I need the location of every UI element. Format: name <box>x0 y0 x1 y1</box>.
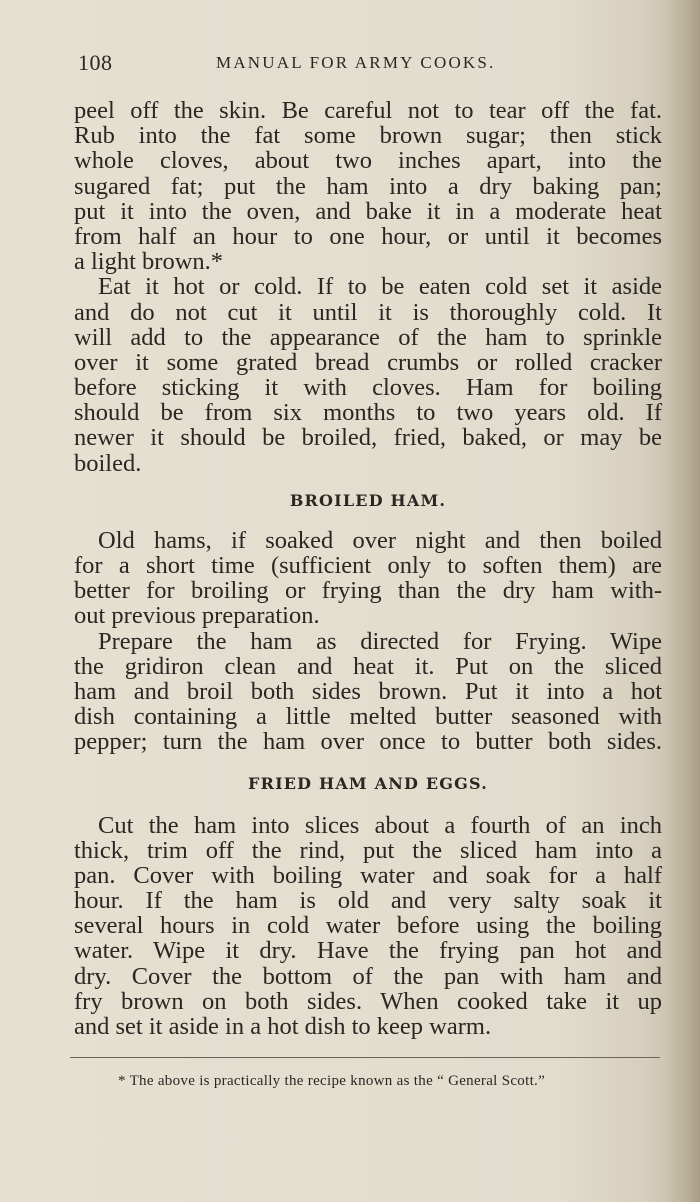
text-line: will add to the appearance of the ham to sprinkle <box>74 323 662 351</box>
text-line: Cut the ham into slices about a fourth of an inch <box>98 811 662 839</box>
text-line: dry. Cover the bottom of the pan with ham and <box>74 962 662 990</box>
section-heading-fried-ham-and-eggs: FRIED HAM AND EGGS. <box>248 773 488 793</box>
text-line: out previous preparation. <box>74 602 320 630</box>
section-heading-broiled-ham: BROILED HAM. <box>289 490 447 510</box>
text-line: newer it should be broiled, fried, baked, or may be <box>74 424 662 452</box>
page-header <box>78 50 542 80</box>
text-line: pepper; turn the ham over once to butter both sides. <box>74 728 662 756</box>
text-line: pan. Cover with boiling water and soak for a half <box>74 861 662 889</box>
text-line: dish containing a little melted butter seasoned with <box>74 703 662 731</box>
text-line: over it some grated bread crumbs or rolled cracker <box>74 348 662 376</box>
text-line: boiled. <box>74 449 142 477</box>
text-line: the gridiron clean and heat it. Put on the sliced <box>74 652 662 680</box>
text-line: from half an hour to one hour, or until it becomes <box>74 222 662 250</box>
broiled-ham-paragraphs <box>74 528 662 755</box>
fried-ham-paragraphs <box>74 813 662 1040</box>
text-line: Eat it hot or cold. If to be eaten cold set it aside <box>98 273 662 301</box>
text-line: thick, trim off the rind, put the sliced ham into a <box>74 836 662 864</box>
text-line: water. Wipe it dry. Have the frying pan hot and <box>74 937 662 965</box>
text-line: should be from six months to two years old. If <box>74 399 662 427</box>
footnote: * The above is practically the recipe known as the “ General Scott.” <box>118 1073 546 1089</box>
text-line: and set it aside in a hot dish to keep warm. <box>74 1013 492 1040</box>
text-line: before sticking it with cloves. Ham for boiling <box>74 374 662 402</box>
text-line: several hours in cold water before using the boiling <box>74 912 662 940</box>
text-line: Rub into the fat some brown sugar; then stick <box>74 122 662 150</box>
text-line: for a short time (sufficient only to soften them) are <box>74 552 662 579</box>
intro-paragraphs <box>74 98 662 476</box>
text-line: a light brown.* <box>74 248 224 276</box>
body-text <box>74 98 662 1039</box>
text-line: hour. If the ham is old and very salty soak it <box>74 887 662 915</box>
text-line: better for broiling or frying than the dry ham with- <box>74 577 662 605</box>
text-line: sugared fat; put the ham into a dry baking pan; <box>74 172 662 200</box>
text-line: put it into the oven, and bake it in a moderate heat <box>74 197 662 225</box>
footnote-divider <box>70 1057 660 1058</box>
running-title: MANUAL FOR ARMY COOKS. <box>216 53 496 72</box>
text-line: Prepare the ham as directed for Frying. Wipe <box>98 627 662 655</box>
text-line: Old hams, if soaked over night and then boiled <box>98 526 662 554</box>
text-line: whole cloves, about two inches apart, into the <box>74 147 662 175</box>
text-line: fry brown on both sides. When cooked take it up <box>74 987 662 1015</box>
text-line: and do not cut it until it is thoroughly cold. It <box>74 298 662 326</box>
text-line: ham and broil both sides brown. Put it into a hot <box>74 677 662 705</box>
text-line: peel off the skin. Be careful not to tear off the fat. <box>74 97 662 124</box>
page-number: 108 <box>78 50 113 75</box>
